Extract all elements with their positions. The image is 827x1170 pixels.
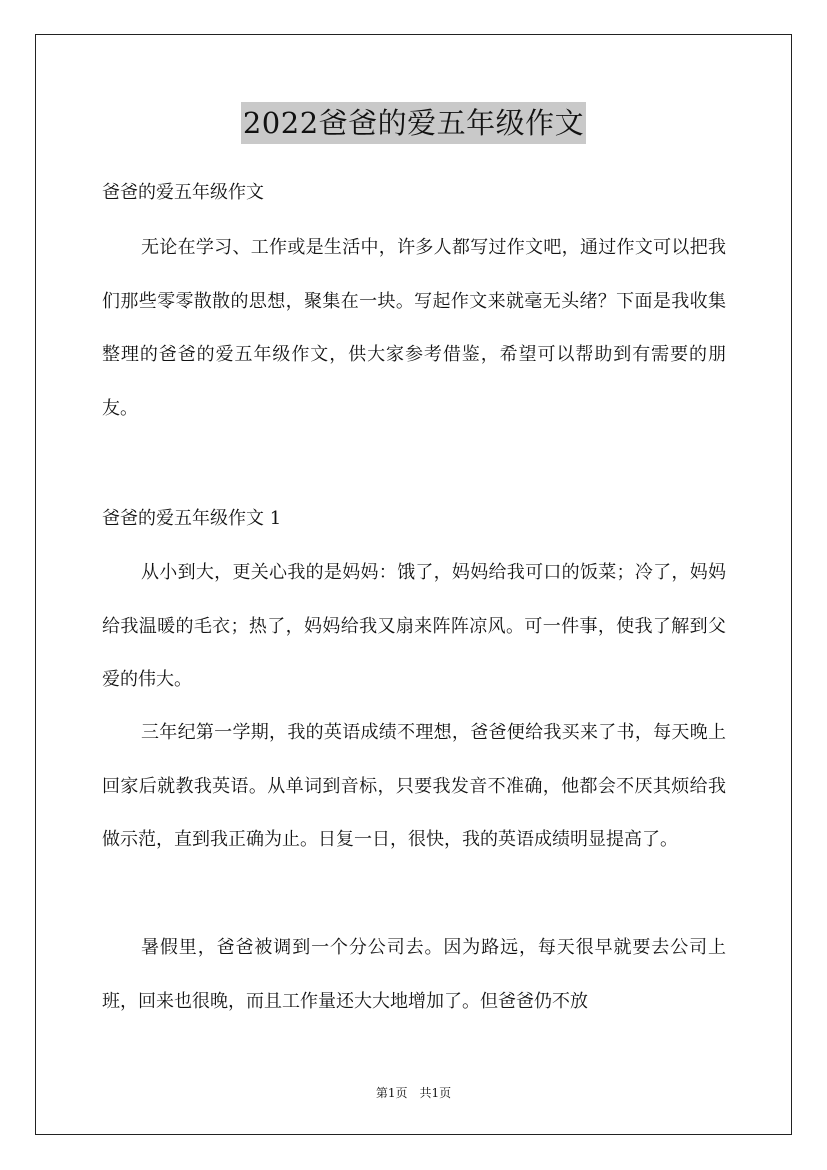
intro-paragraph: 无论在学习、工作或是生活中，许多人都写过作文吧，通过作文可以把我们那些零零散散的思想，聚集在一块。写起作文来就毫无头绪？下面是我收集整理的爸爸的爱五年级作文，供大家参考借鉴，希望可以帮助到有需要的朋友。 — [102, 237, 726, 419]
page-number-footer: 第1页 共1页 — [375, 1086, 452, 1100]
section-heading-intro: 爸爸的爱五年级作文 — [102, 182, 264, 203]
document-title: 2022爸爸的爱五年级作文 — [241, 102, 586, 144]
essay-paragraph-1: 从小到大，更关心我的是妈妈：饿了，妈妈给我可口的饭菜；冷了，妈妈给我温暖的毛衣；热了，妈妈给我又扇来阵阵凉风。可一件事，使我了解到父爱的伟大。 — [102, 562, 726, 691]
section-heading-essay-1: 爸爸的爱五年级作文 1 — [102, 508, 282, 529]
title-container — [0, 102, 827, 144]
essay-paragraph-2: 三年纪第一学期，我的英语成绩不理想，爸爸便给我买来了书，每天晚上回家后就教我英语。从单词到音标，只要我发音不准确，他都会不厌其烦给我做示范，直到我正确为止。日复一日，很快，我的英语成绩明显提高了。 — [102, 722, 726, 851]
essay-paragraph-3: 暑假里，爸爸被调到一个分公司去。因为路远，每天很早就要去公司上班，回来也很晚，而且工作量还大大地增加了。但爸爸仍不放 — [102, 937, 726, 1012]
